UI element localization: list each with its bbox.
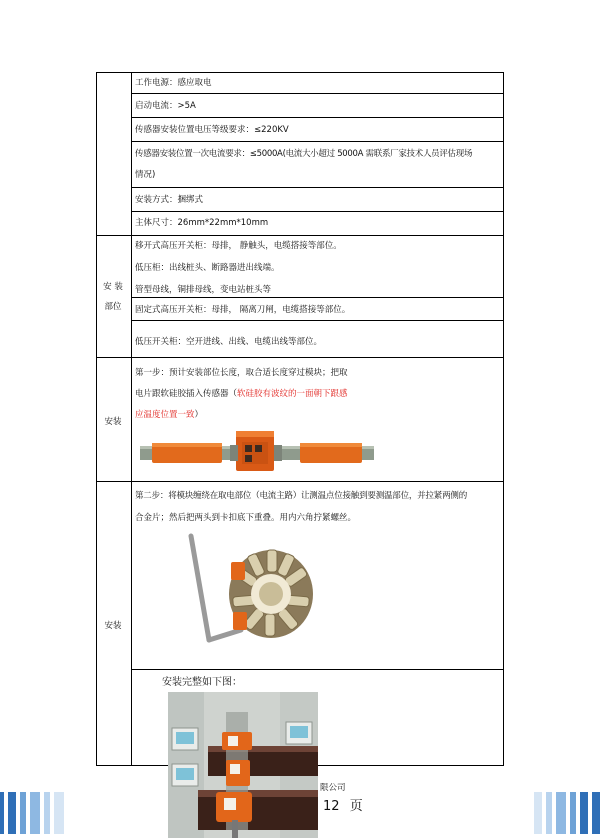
footer-decoration-left	[0, 792, 66, 834]
section-rule	[96, 481, 504, 482]
row-rule	[131, 211, 504, 212]
step1-note-red: 软硅胶有波纹的一面朝下跟感	[237, 389, 348, 399]
footer-page	[323, 799, 363, 815]
section-rule	[131, 669, 504, 670]
row-rule	[131, 93, 504, 94]
location-movable: 移开式高压开关柜：母排， 静触头，电缆搭接等部位。	[135, 241, 342, 251]
location-low-voltage: 低压柜：出线桩头、断路器进出线端。	[135, 263, 280, 273]
spec-current-line1: 传感器安装位置一次电流要求：≤5000A(电流大小超过 5000A 需联系厂家技术人员评估现场	[135, 149, 473, 159]
row-rule	[131, 141, 504, 142]
spec-voltage: 传感器安装位置电压等级要求：≤220KV	[135, 125, 289, 135]
page-number: 12	[323, 799, 340, 814]
complete-caption: 安装完整如下图：	[162, 677, 242, 688]
step1-line2-black: 电片跟软硅胶插入传感器（	[135, 389, 238, 399]
step1-line3	[135, 409, 203, 421]
row-rule	[131, 187, 504, 188]
spec-power: 工作电源：感应取电	[135, 78, 212, 88]
table-column-divider	[131, 72, 132, 766]
step1-note-red-cont: 应温度位置一致	[135, 410, 195, 420]
location-fixed: 固定式高压开关柜：母排， 隔离刀闸，电缆搭接等部位。	[135, 305, 351, 315]
location-tube-bus: 管型母线，铜排母线，变电站桩头等	[135, 285, 272, 295]
step1-note-close: ）	[194, 410, 204, 420]
page-suffix: 页	[349, 799, 363, 814]
row-rule	[131, 117, 504, 118]
row-rule	[131, 297, 504, 298]
step1-line1: 第一步：预计安装部位长度，取合适长度穿过模块；把取	[135, 368, 348, 378]
footer-company: 限公司	[320, 783, 346, 793]
step2-line1: 第二步：将模块缠绕在取电部位（电流主路）让测温点位接触到要测温部位，并拉紧两侧的	[135, 491, 468, 501]
spec-start-current: 启动电流：>5A	[135, 101, 196, 111]
install-location-label-2: 部位	[104, 302, 122, 312]
installed-photo	[168, 692, 318, 838]
step2-line2: 合金片；然后把两头到卡扣底下重叠。用内六角拧紧螺丝。	[135, 513, 357, 523]
step2-label: 安装	[104, 621, 122, 631]
section-rule	[96, 357, 504, 358]
step1-line2	[135, 388, 348, 400]
row-rule	[131, 320, 504, 321]
sensor-on-busbar-image	[140, 428, 374, 474]
location-low-switch: 低压开关柜：空开进线、出线、电缆出线等部位。	[135, 337, 323, 347]
install-location-label-1: 安 装	[103, 282, 123, 292]
step1-label: 安装	[104, 417, 122, 427]
spec-current-line2: 情况)	[135, 170, 156, 180]
section-rule	[96, 235, 504, 236]
footer-decoration-right	[534, 792, 600, 834]
wrapped-module-image	[183, 532, 323, 656]
spec-dimensions: 主体尺寸：26mm*22mm*10mm	[135, 218, 269, 228]
spec-install-method: 安装方式：捆绑式	[135, 195, 204, 205]
